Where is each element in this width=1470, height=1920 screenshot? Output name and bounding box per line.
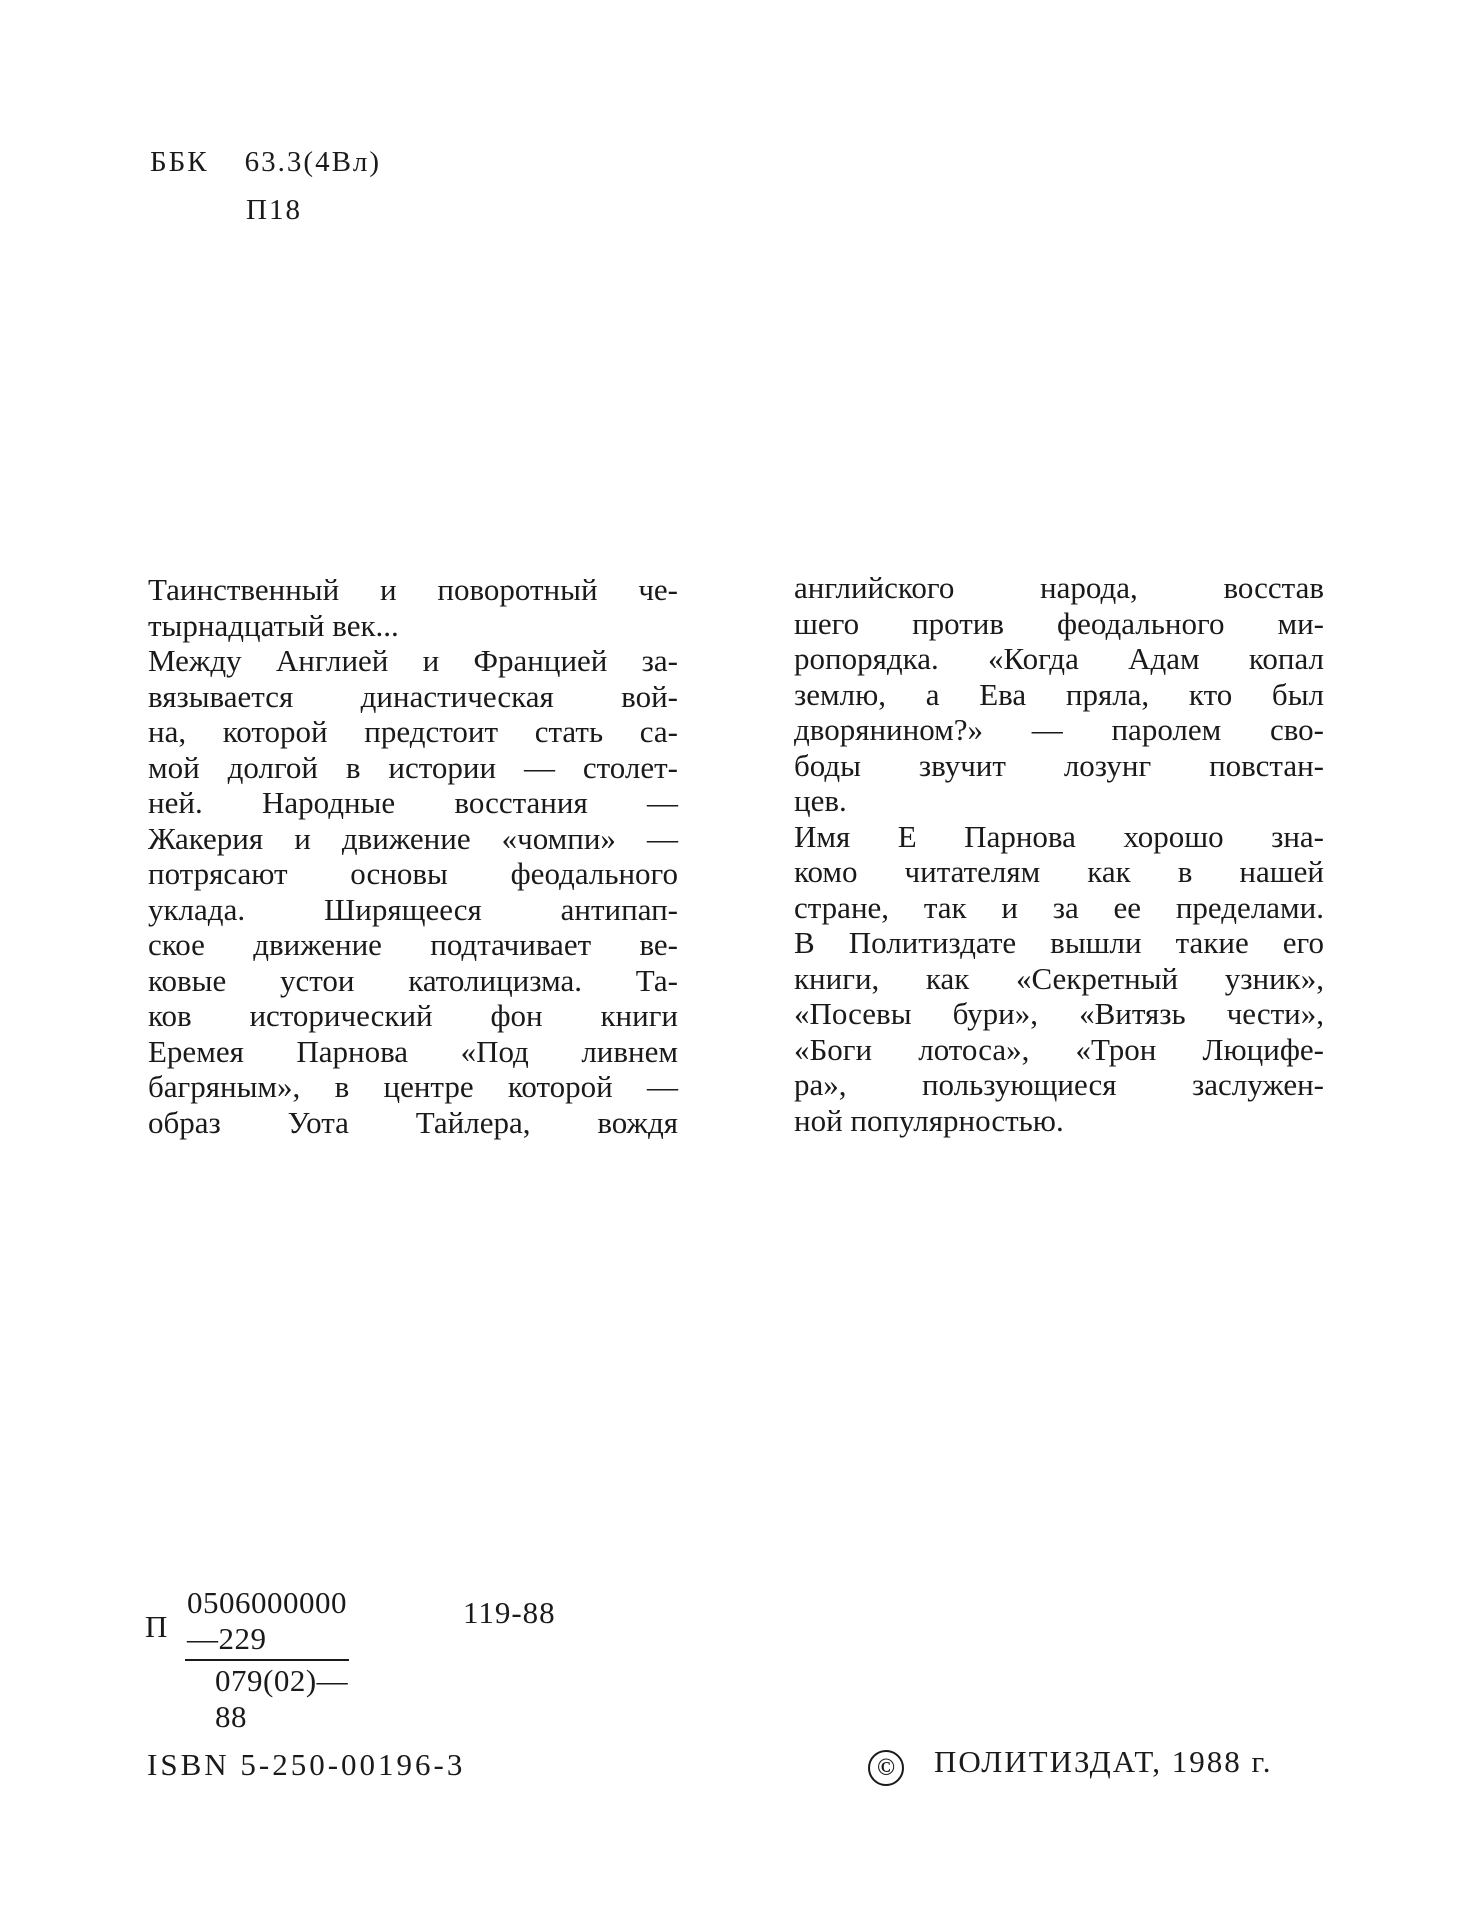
- annotation-line: дворянином?» — паролем сво-: [794, 712, 1324, 747]
- annotation-line: ковые устои католицизма. Та-: [148, 962, 678, 998]
- index-numerator: 0506000000—229: [185, 1585, 349, 1661]
- annotation-line: В Политиздате вышли такие его: [794, 925, 1324, 960]
- index-letter: П: [145, 1609, 168, 1644]
- annotation-line: мой долгой в истории — столет-: [148, 749, 678, 785]
- annotation-left-column: [148, 572, 678, 1140]
- annotation-line: Еремея Парнова «Под ливнем: [148, 1033, 678, 1069]
- isbn: ISBN 5-250-00196-3: [147, 1747, 466, 1782]
- annotation-line: землю, а Ева пряла, кто был: [794, 676, 1324, 712]
- annotation-line: образ Уота Тайлера, вождя: [148, 1104, 678, 1140]
- index-denominator: 079(02)—88: [215, 1663, 349, 1734]
- bbk-line: [150, 146, 381, 179]
- annotation-line: ра», пользующиеся заслужен-: [794, 1067, 1324, 1102]
- index-suffix: 119-88: [463, 1595, 556, 1630]
- copyright: [868, 1744, 1272, 1786]
- annotation-line: ропорядка. «Когда Адам копал: [794, 641, 1324, 676]
- annotation-line: книги, как «Секретный узник»,: [794, 960, 1324, 996]
- annotation-line: шего против феодального ми-: [794, 605, 1324, 641]
- annotation-line: багряным», в центре которой —: [148, 1069, 678, 1104]
- copyright-icon: ©: [868, 1750, 904, 1786]
- annotation-line: на, которой предстоит стать са-: [148, 714, 678, 749]
- author-mark: П18: [246, 194, 302, 226]
- annotation-line: потрясают основы феодального: [148, 856, 678, 891]
- annotation-line: английского народа, восстав: [794, 570, 1324, 605]
- annotation-line: Между Англией и Францией за-: [148, 643, 678, 678]
- annotation-line: боды звучит лозунг повстан-: [794, 747, 1324, 783]
- annotation-line: вязывается династическая вой-: [148, 678, 678, 714]
- annotation-line: ское движение подтачивает ве-: [148, 927, 678, 962]
- bbk-code: 63.3(4Вл): [244, 146, 382, 178]
- annotation-right-column: [794, 570, 1324, 1138]
- annotation-line: тырнадцатый век...: [148, 607, 399, 643]
- annotation-line: Имя Е Парнова хорошо зна-: [794, 818, 1324, 854]
- copyright-text: ПОЛИТИЗДАТ, 1988 г.: [934, 1744, 1273, 1779]
- bbk-prefix: ББК: [150, 146, 209, 178]
- annotation-line: уклада. Ширящееся антипап-: [148, 891, 678, 927]
- annotation-line: ков исторический фон книги: [148, 998, 678, 1033]
- annotation-line: стране, так и за ее пределами.: [794, 889, 1324, 925]
- annotation-line: комо читателям как в нашей: [794, 854, 1324, 889]
- annotation-line: ной популярностью.: [794, 1102, 1064, 1138]
- annotation-line: Таинственный и поворотный че-: [148, 572, 678, 607]
- index-fraction: [185, 1585, 349, 1735]
- annotation-line: Жакерия и движение «чомпи» —: [148, 820, 678, 856]
- annotation-line: «Боги лотоса», «Трон Люцифе-: [794, 1031, 1324, 1067]
- annotation-line: ней. Народные восстания —: [148, 785, 678, 820]
- annotation-line: «Посевы бури», «Витязь чести»,: [794, 996, 1324, 1031]
- annotation-line: цев.: [794, 783, 847, 818]
